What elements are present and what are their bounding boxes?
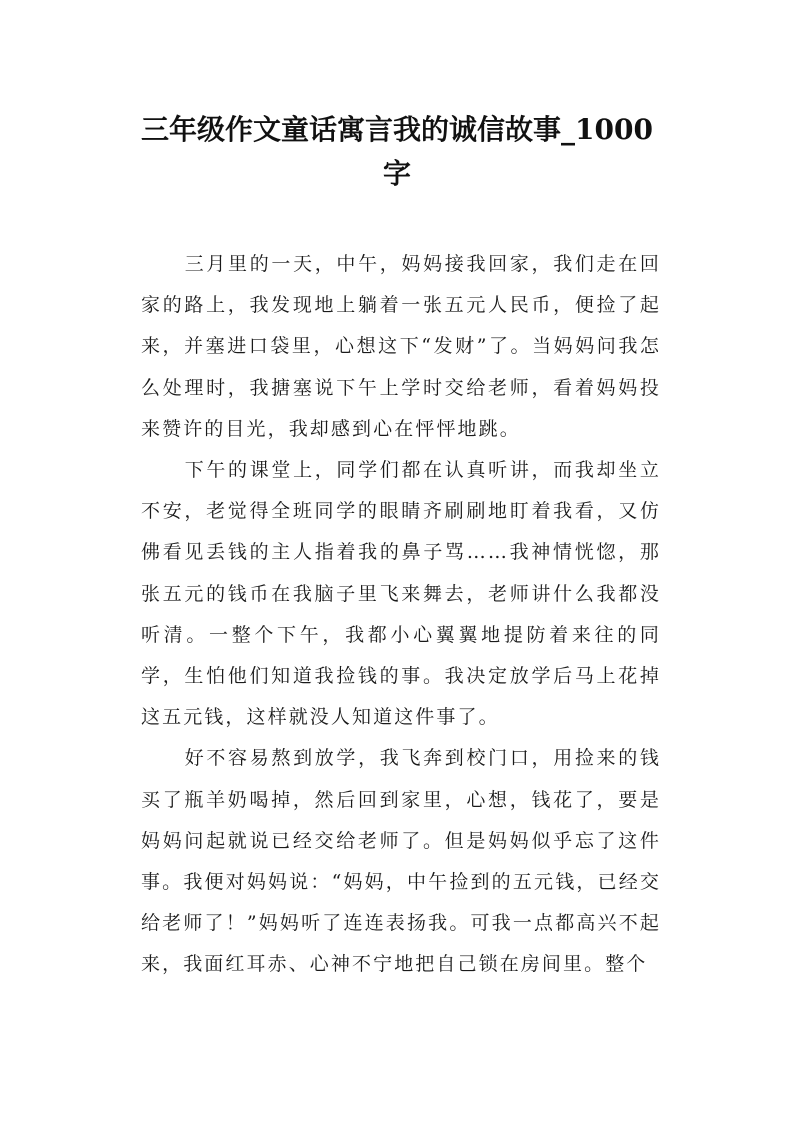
document-body <box>141 244 661 986</box>
paragraph-1: 三月里的一天，中午，妈妈接我回家，我们走在回家的路上，我发现地上躺着一张五元人民币，便捡了起来，并塞进口袋里，心想这下“发财”了。当妈妈问我怎么处理时，我搪塞说下午上学时交给老师，看着妈妈投来赞许的目光，我却感到心在怦怦地跳。 <box>141 253 661 440</box>
paragraph-3: 好不容易熬到放学，我飞奔到校门口，用捡来的钱买了瓶羊奶喝掉，然后回到家里，心想，钱花了，要是妈妈问起就说已经交给老师了。但是妈妈似乎忘了这件事。我便对妈妈说：“妈妈，中午捡到的五元钱，已经交给老师了！”妈妈听了连连表扬我。可我一点都高兴不起来，我面红耳赤、心神不宁地把自己锁在房间里。整个 <box>141 747 661 976</box>
document-title: 三年级作文童话寓言我的诚信故事_1000字 <box>141 113 653 190</box>
paragraph-2: 下午的课堂上，同学们都在认真听讲，而我却坐立不安，老觉得全班同学的眼睛齐刷刷地盯着我看，又仿佛看见丢钱的主人指着我的鼻子骂……我神情恍惚，那张五元的钱币在我脑子里飞来舞去，老师讲什么我都没听清。一整个下午，我都小心翼翼地提防着来往的同学，生怕他们知道我捡钱的事。我决定放学后马上花掉这五元钱，这样就没人知道这件事了。 <box>141 459 661 729</box>
